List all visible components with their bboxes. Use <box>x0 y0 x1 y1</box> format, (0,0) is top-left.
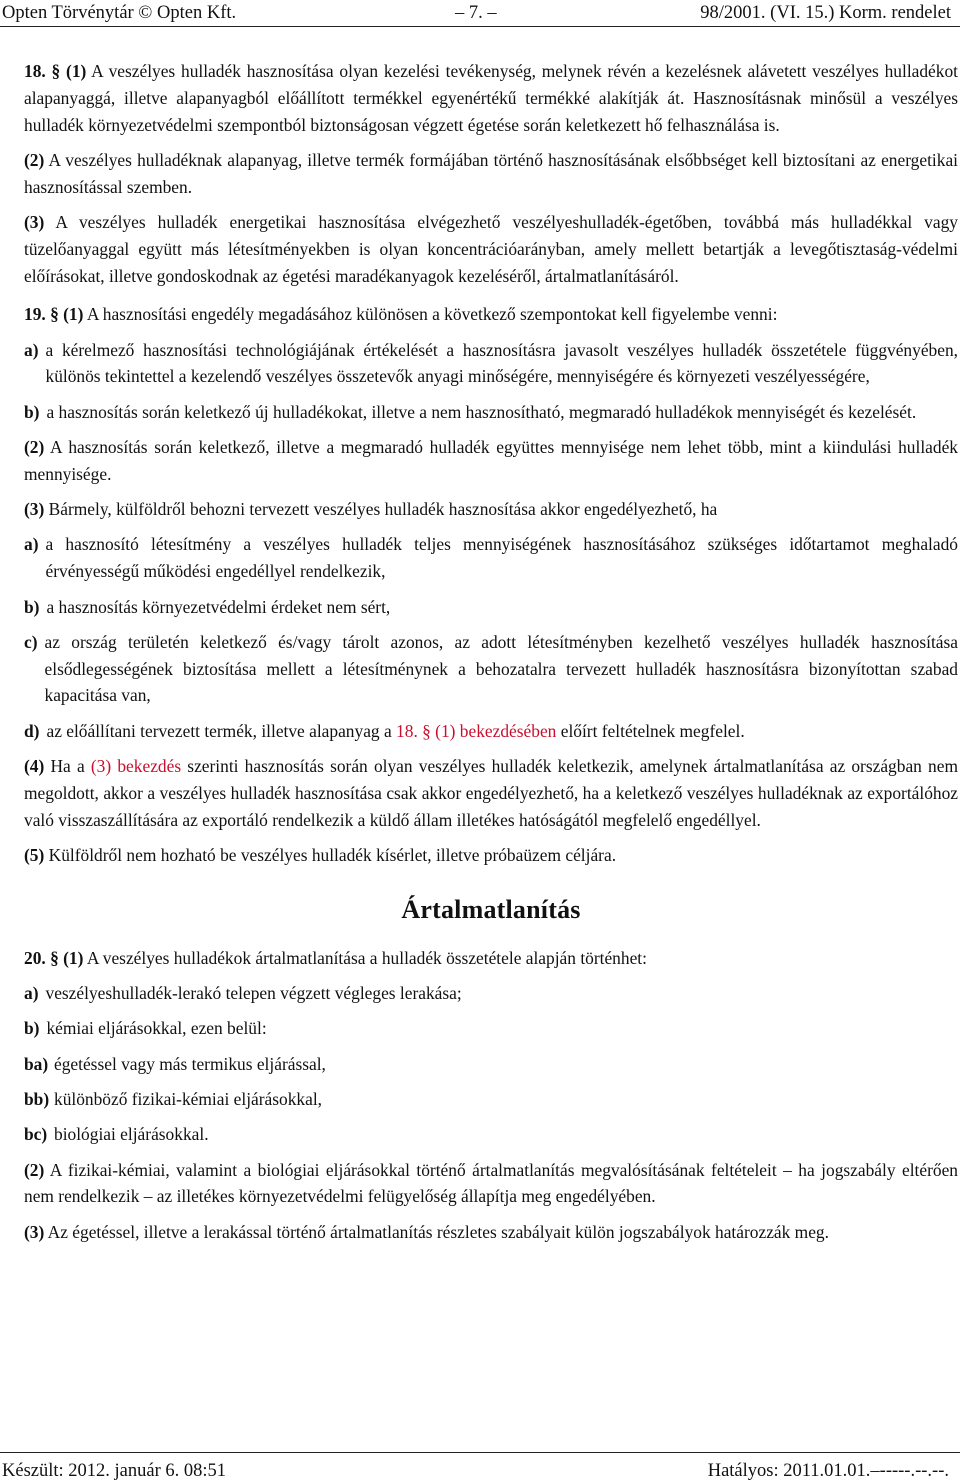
paragraph-text: A veszélyes hulladék energetikai hasznosítása elvégezhető veszélyeshulladék-égetőben, továbbá más hulladékkal vagy tüzelőanyaggal együtt más létesítményekben is olyan koncentrációarányban, amely mellett betartják a levegőtisztaság-védelmi előírásokat, illetve gondoskodnak az égetési maradékanyagok kezeléséről, ártalmatlanításáról. <box>24 211 958 286</box>
list-item-text: a kérelmező hasznosítási technológiájának értékelését a hasznosításra javasolt veszélyes hulladék összetétele függvényében, különös tekintettel a kezelendő veszélyes összetevők anyagi minőségére, mennyiségére és környezeti veszélyességére, <box>45 339 958 387</box>
footer-effective-date: Hatályos: 2011.01.01.–-----.--.--. <box>707 1461 949 1481</box>
list-item-text: az ország területén keletkező és/vagy tárolt azonos, az adott létesítményben kezelhető veszélyes hulladék hasznosítása elsődlegességének biztosítása mellett a létesítménynek a behozatalra tervezett hulladék hasznosításra bizonyítottan szabad kapacitása van, <box>44 631 958 706</box>
list-item-text: kémiai eljárásokkal, ezen belül: <box>46 1018 267 1039</box>
page-header <box>0 0 960 27</box>
paragraph-label: (3) <box>24 211 45 232</box>
list-item-label: bc) <box>24 1124 48 1145</box>
list-item <box>24 980 958 1007</box>
list-item <box>24 1015 958 1042</box>
list-item-text: égetéssel vagy más termikus eljárással, <box>54 1053 326 1074</box>
text-fragment: az előállítani tervezett termék, illetve alapanyag a <box>46 720 392 741</box>
paragraph-text: Az égetéssel, illetve a lerakással történő ártalmatlanítás részletes szabályait külön jogszabályok határozzák meg. <box>47 1221 829 1242</box>
section-18-paragraph-1 <box>24 58 958 138</box>
list-item-label: ba) <box>24 1053 49 1074</box>
list-item-text: a hasznosítás során keletkező új hulladékokat, illetve a nem hasznosítható, megmaradó hulladékok mennyiségét és kezelését. <box>46 401 917 422</box>
section-18-paragraph-2 <box>24 147 958 201</box>
section-20-paragraph-3 <box>24 1219 958 1246</box>
list-item-text: biológiai eljárásokkal. <box>54 1124 209 1145</box>
list-subitem <box>24 1086 958 1113</box>
list-item <box>24 718 958 745</box>
section-19-paragraph-4 <box>24 753 958 833</box>
paragraph-label: (1) <box>63 947 84 968</box>
page-footer <box>0 1460 960 1484</box>
section-number: 18. § <box>24 61 61 81</box>
paragraph-label: (1) <box>63 304 84 325</box>
list-item-label: a) <box>24 534 39 555</box>
section-19-paragraph-1 <box>24 301 958 328</box>
list-item-text: a hasznosító létesítmény a veszélyes hulladék teljes mennyiségének hasznosításához szükséges időtartamot meghaladó érvényességű működési engedéllyel rendelkezik, <box>45 534 958 582</box>
list-item-text <box>46 718 958 745</box>
paragraph-text: A veszélyes hulladék hasznosítása olyan kezelési tevékenység, melynek révén a kezelésnek alávetett veszélyes hulladékot alapanyaggá, illetve alapanyagból előállított termékkel egyenértékű termékké alakítják át. Hasznosításnak minősül a veszélyes hulladék környezetvédelmi szempontból biztonságosan végzett égetése során keletkezett hő felhasználása is. <box>24 61 958 135</box>
list-item <box>24 594 958 621</box>
list-subitem <box>24 1121 958 1148</box>
text-fragment: szerinti hasznosítás során olyan veszélyes hulladék keletkezik, amelynek ártalmatlanítása az országban nem megoldott, akkor a veszélyes hulladék hasznosítása csak akkor engedélyezhető, ha a keletkező veszélyes hulladéknak az exportálóhoz való visszaszállítására az exportáló rendelkezik a küldő állam illetékes hatóságától megfelelő engedéllyel. <box>24 756 958 830</box>
paragraph-text: A veszélyes hulladéknak alapanyag, illetve termék formájában történő hasznosításának elsőbbséget kell biztosítani az energetikai hasznosítással szemben. <box>24 149 958 197</box>
list-item-label: bb) <box>24 1088 50 1109</box>
section-18-paragraph-3 <box>24 209 958 289</box>
header-document-title: 98/2001. (VI. 15.) Korm. rendelet <box>700 3 951 23</box>
section-20-paragraph-2 <box>24 1157 958 1211</box>
footer-created-date: Készült: 2012. január 6. 08:51 <box>2 1461 227 1481</box>
list-item-text: veszélyeshulladék-lerakó telepen végzett végleges lerakása; <box>45 983 462 1004</box>
paragraph-text: A hasznosítás során keletkező, illetve a megmaradó hulladék együttes mennyisége nem lehet több, mint a kiindulási hulladék mennyisége. <box>24 437 958 484</box>
section-19-paragraph-2 <box>24 434 958 488</box>
list-item <box>24 337 958 391</box>
text-fragment: Ha a <box>50 756 85 777</box>
paragraph-label: (3) <box>24 1221 45 1242</box>
paragraph-text: A veszélyes hulladékok ártalmatlanítása a hulladék összetétele alapján történhet: <box>86 947 647 968</box>
cross-reference-link[interactable]: (3) bekezdés <box>90 756 182 777</box>
list-item <box>24 531 958 585</box>
list-item-label: d) <box>24 720 40 741</box>
list-item-text: a hasznosítás környezetvédelmi érdeket nem sért, <box>46 596 391 617</box>
paragraph-label: (2) <box>24 1159 45 1180</box>
paragraph-label: (5) <box>24 844 45 865</box>
list-item <box>24 629 958 709</box>
list-item <box>24 399 958 426</box>
text-fragment: előírt feltételnek megfelel. <box>560 720 745 741</box>
cross-reference-link[interactable]: 18. § (1) bekezdésében <box>396 720 557 741</box>
section-number: 19. § <box>24 304 59 325</box>
section-20-paragraph-1 <box>24 945 958 972</box>
document-body <box>24 58 958 1254</box>
section-number: 20. § <box>24 947 59 968</box>
list-item-label: b) <box>24 401 40 422</box>
list-subitem <box>24 1051 958 1078</box>
section-19-paragraph-3 <box>24 496 958 523</box>
list-item-label: a) <box>24 339 39 360</box>
paragraph-text: A hasznosítási engedély megadásához különösen a következő szempontokat kell figyelembe venni: <box>86 304 778 325</box>
paragraph-label: (2) <box>24 149 45 170</box>
list-item-label: a) <box>24 983 39 1004</box>
list-item-label: b) <box>24 596 40 617</box>
paragraph-label: (2) <box>24 437 45 458</box>
paragraph-text: A fizikai-kémiai, valamint a biológiai eljárásokkal történő ártalmatlanítás megvalósításának feltételeit – ha jogszabály eltérően nem rendelkezik – az illetékes környezetvédelmi felügyelőség állapítja meg engedélyében. <box>24 1159 958 1207</box>
list-item-label: b) <box>24 1018 40 1039</box>
header-page-number: – 7. – <box>455 3 497 23</box>
header-divider <box>0 26 960 27</box>
paragraph-text: Külföldről nem hozható be veszélyes hulladék kísérlet, illetve próbaüzem céljára. <box>48 844 617 865</box>
section-19-paragraph-5 <box>24 842 958 869</box>
paragraph-text: Bármely, külföldről behozni tervezett veszélyes hulladék hasznosítása akkor engedélyezhető, ha <box>48 499 718 520</box>
list-item-text: különböző fizikai-kémiai eljárásokkal, <box>54 1088 323 1109</box>
paragraph-label: (1) <box>66 61 87 81</box>
paragraph-label: (4) <box>24 756 45 777</box>
footer-divider <box>0 1452 960 1453</box>
header-publisher: Opten Törvénytár © Opten Kft. <box>2 3 237 23</box>
list-item-label: c) <box>24 631 38 652</box>
section-heading: Ártalmatlanítás <box>401 894 581 924</box>
paragraph-label: (3) <box>24 499 45 520</box>
